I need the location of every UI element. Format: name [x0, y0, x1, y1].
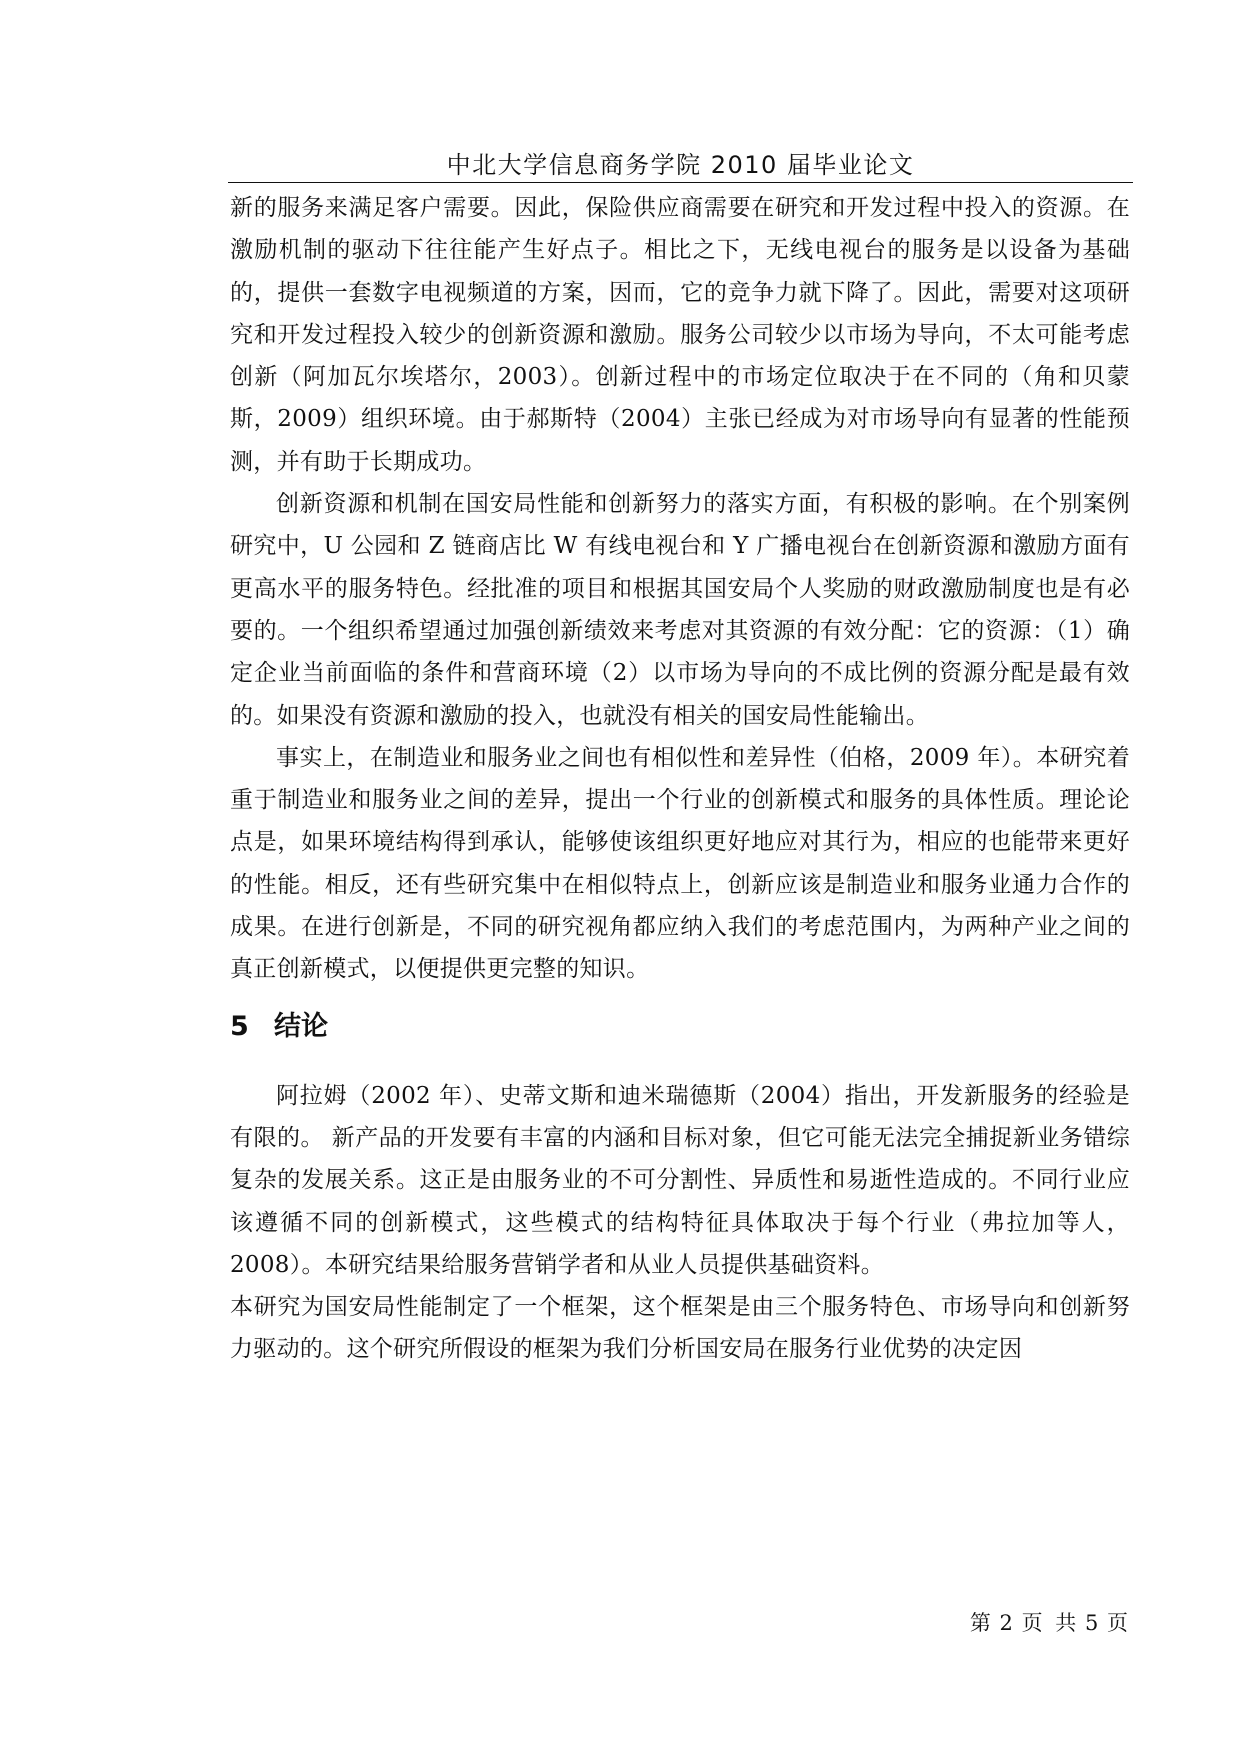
page-header: 中北大学信息商务学院 2010 届毕业论文 — [446, 151, 915, 179]
header-rule — [228, 182, 1133, 183]
paragraph-4: 阿拉姆（2002 年）、史蒂文斯和迪米瑞德斯（2004）指出，开发新服务的经验是有限的。 新产品的开发要有丰富的内涵和目标对象，但它可能无法完全捕捉新业务错综复杂的发展关系。这正是由服务业的不可分割性、异质性和易逝性造成的。不同行业应该遵循不同的创新模式，这些模式的结构特征具体取决于每个行业（弗拉加等人，2008）。本研究结果给服务营销学者和从业人员提供基础资料。 — [230, 1082, 1130, 1278]
paragraph-1: 新的服务来满足客户需要。因此，保险供应商需要在研究和开发过程中投入的资源。在激励机制的驱动下往往能产生好点子。相比之下，无线电视台的服务是以设备为基础的，提供一套数字电视频道的方案，因而，它的竞争力就下降了。因此，需要对这项研究和开发过程投入较少的创新资源和激励。服务公司较少以市场为导向，不太可能考虑创新（阿加瓦尔埃塔尔，2003）。创新过程中的市场定位取决于在不同的（角和贝蒙斯，2009）组织环境。由于郝斯特（2004）主张已经成为对市场导向有显著的性能预测，并有助于长期成功。 — [230, 195, 1130, 475]
page-footer — [970, 1608, 1129, 1638]
section-heading — [230, 1007, 1130, 1047]
paragraph-3: 事实上，在制造业和服务业之间也有相似性和差异性（伯格，2009 年）。本研究着重于制造业和服务业之间的差异，提出一个行业的创新模式和服务的具体性质。理论论点是，如果环境结构得到承认，能够使该组织更好地应对其行为，相应的也能带来更好的性能。相反，还有些研究集中在相似特点上，创新应该是制造业和服务业通力合作的成果。在进行创新是，不同的研究视角都应纳入我们的考虑范围内，为两种产业之间的真正创新模式，以便提供更完整的知识。 — [230, 744, 1130, 983]
paragraph-5: 本研究为国安局性能制定了一个框架，这个框架是由三个服务特色、市场导向和创新努力驱动的。这个研究所假设的框架为我们分析国安局在服务行业优势的决定因 — [230, 1294, 1130, 1363]
paragraph-2: 创新资源和机制在国安局性能和创新努力的落实方面，有积极的影响。在个别案例研究中，U 公园和 Z 链商店比 W 有线电视台和 Y 广播电视台在创新资源和激励方面有更高水平的服务特色。经批准的项目和根据其国安局个人奖励的财政激励制度也是有必要的。一个组织希望通过加强创新绩效来考虑对其资源的有效分配：它的资源：（1）确定企业当前面临的条件和营商环境（2）以市场为导向的不成比例的资源分配是最有效的。如果没有资源和激励的投入，也就没有相关的国安局性能输出。 — [230, 491, 1130, 729]
section-number: 5 — [230, 1010, 249, 1042]
page-total: 共 5 页 — [1055, 1611, 1129, 1635]
document-body — [230, 187, 1130, 1371]
page-number: 第 2 页 — [969, 1611, 1044, 1635]
section-title: 结论 — [274, 1010, 328, 1042]
